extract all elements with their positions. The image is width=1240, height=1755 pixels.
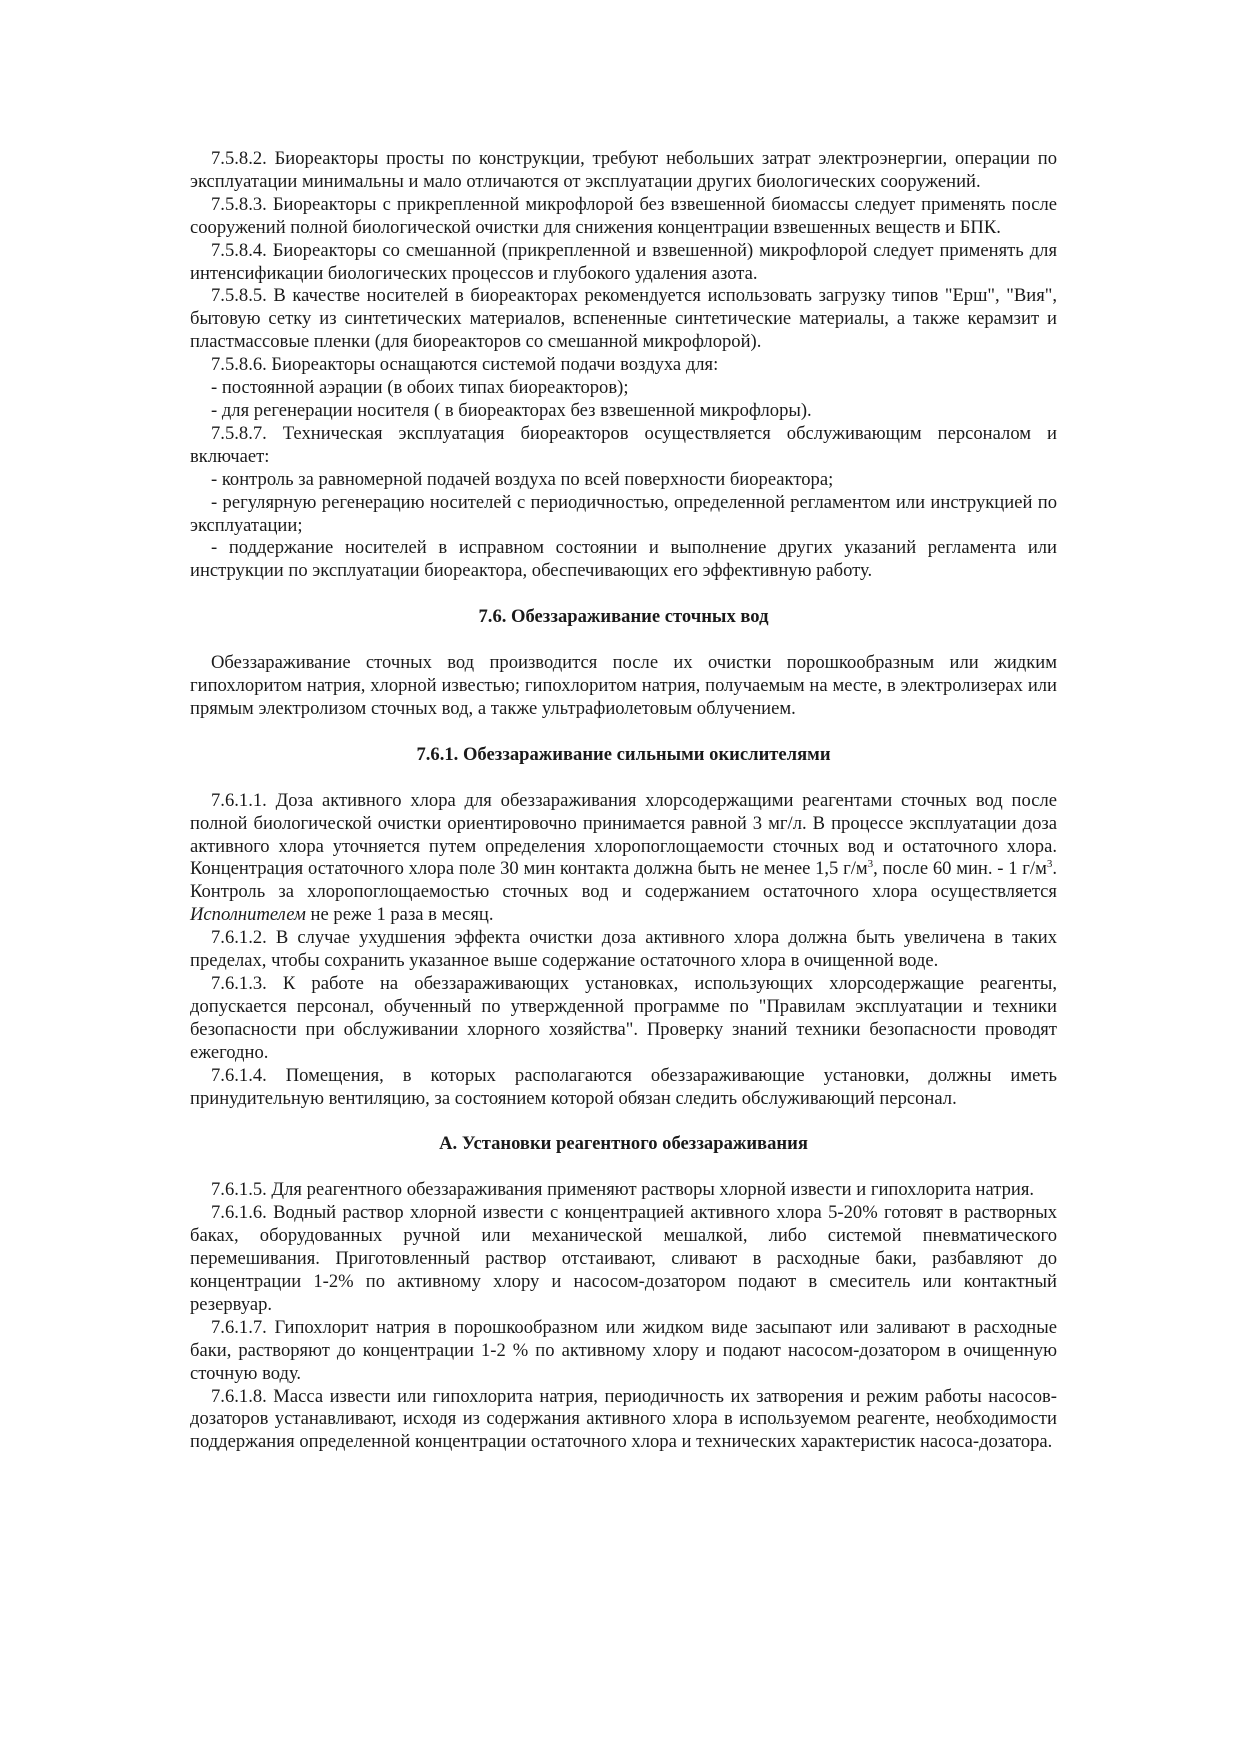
superscript: 3	[867, 858, 874, 871]
paragraph-7-6-1-5: 7.6.1.5. Для реагентного обеззараживания применяют растворы хлорной извести и гипохлорита натрия.	[211, 1179, 1035, 1201]
superscript: 3	[1046, 858, 1053, 871]
paragraph-7-5-8-6: 7.5.8.6. Биореакторы оснащаются системой подачи воздуха для:	[211, 354, 719, 376]
paragraph-7-5-8-4: 7.5.8.4. Биореакторы со смешанной (прикрепленной и взвешенной) микрофлорой следует применять для интенсификации биологических процессов и глубокого удаления азота.	[190, 239, 1057, 284]
text-segment: , после 60 мин. - 1 г/м	[873, 858, 1047, 880]
emphasis-text: Исполнителем	[190, 904, 306, 926]
paragraph-7-5-8-2: 7.5.8.2. Биореакторы просты по конструкции, требуют небольших затрат электроэнергии, операции по эксплуатации минимальны и мало отличаются от эксплуатации других биологических сооружений.	[190, 148, 1057, 192]
text-segment: не реже 1 раза в месяц.	[305, 904, 494, 926]
paragraph-7-5-8-7: 7.5.8.7. Техническая эксплуатация биореакторов осуществляется обслуживающим персоналом и включает:	[190, 422, 1057, 467]
text-segment: . Контроль за хлоропоглощаемостью сточных вод и содержанием остаточного хлора осуществляется	[190, 858, 1057, 903]
list-item: - для регенерации носителя ( в биореакторах без взвешенной микрофлоры).	[211, 399, 812, 421]
text-segment: 7.6.1.1. Доза активного хлора для обеззараживания хлорсодержащими реагентами сточных вод после полной биологической очистки ориентировочно принимается равной 3 мг/л. В процессе эксплуатации доза активного хлора уточняется путем определения хлоропоглощаемости сточных вод и остаточного хлора. Концентрация остаточного хлора поле 30 мин контакта должна быть не менее 1,5 г/м	[190, 789, 1057, 880]
section-heading-7-6-1: 7.6.1. Обеззараживание сильными окислителями	[416, 743, 831, 765]
paragraph-7-5-8-3: 7.5.8.3. Биореакторы с прикрепленной микрофлорой без взвешенной биомассы следует применять после сооружений полной биологической очистки для снижения концентрации взвешенных веществ и БПК.	[190, 193, 1057, 238]
section-heading-a: А. Установки реагентного обеззараживания	[439, 1133, 808, 1155]
list-item: - контроль за равномерной подачей воздуха по всей поверхности биореактора;	[211, 468, 834, 490]
paragraph-7-6-1-6: 7.6.1.6. Водный раствор хлорной извести с концентрацией активного хлора 5-20% готовят в растворных баках, оборудованных ручной или механической мешалкой, либо системой пневматического перемешивания. Приготовленный раствор отстаивают, сливают в расходные баки, разбавляют до концентрации 1-2% по активному хлору и насосом-дозатором подают в смеситель или контактный резервуар.	[190, 1202, 1057, 1315]
paragraph-7-5-8-5: 7.5.8.5. В качестве носителей в биореакторах рекомендуется использовать загрузку типов "Ерш", "Вия", бытовую сетку из синтетических материалов, вспененные синтетические материалы, а также керамзит и пластмассовые пленки (для биореакторов со смешанной микрофлорой).	[190, 285, 1057, 353]
paragraph-7-6-1-1	[190, 790, 1057, 927]
paragraph-7-6-1-4: 7.6.1.4. Помещения, в которых располагаются обеззараживающие установки, должны иметь принудительную вентиляцию, за состоянием которой обязан следить обслуживающий персонал.	[190, 1064, 1057, 1109]
list-item: - поддержание носителей в исправном состоянии и выполнение других указаний регламента или инструкции по эксплуатации биореактора, обеспечивающих его эффективную работу.	[190, 537, 1057, 582]
paragraph-7-6-1-7: 7.6.1.7. Гипохлорит натрия в порошкообразном или жидком виде засыпают или заливают в расходные баки, растворяют до концентрации 1-2 % по активному хлору и подают насосом-дозатором в очищенную сточную воду.	[190, 1316, 1057, 1384]
paragraph-7-6-intro: Обеззараживание сточных вод производится после их очистки порошкообразным или жидким гипохлоритом натрия, хлорной известью; гипохлоритом натрия, получаемым на месте, в электролизерах или прямым электролизом сточных вод, а также ультрафиолетовым облучением.	[190, 652, 1057, 719]
paragraph-7-6-1-2: 7.6.1.2. В случае ухудшения эффекта очистки доза активного хлора должна быть увеличена в таких пределах, чтобы сохранить указанное выше содержание остаточного хлора в очищенной воде.	[190, 927, 1057, 972]
paragraph-7-6-1-8: 7.6.1.8. Масса извести или гипохлорита натрия, периодичность их затворения и режим работы насосов-дозаторов устанавливают, исходя из содержания активного хлора в используемом реагенте, необходимости поддержания определенной концентрации остаточного хлора и технических характеристик насоса-дозатора.	[190, 1385, 1057, 1453]
list-item: - регулярную регенерацию носителей с периодичностью, определенной регламентом или инструкцией по эксплуатации;	[190, 491, 1057, 536]
document-page	[190, 148, 1057, 1454]
paragraph-7-6-1-3: 7.6.1.3. К работе на обеззараживающих установках, использующих хлорсодержащие реагенты, допускается персонал, обученный по утвержденной программе по "Правилам эксплуатации и техники безопасности при обслуживании хлорного хозяйства". Проверку знаний техники безопасности проводят ежегодно.	[190, 973, 1057, 1063]
section-heading-7-6: 7.6. Обеззараживание сточных вод	[478, 606, 769, 628]
list-item: - постоянной аэрации (в обоих типах биореакторов);	[211, 377, 629, 399]
